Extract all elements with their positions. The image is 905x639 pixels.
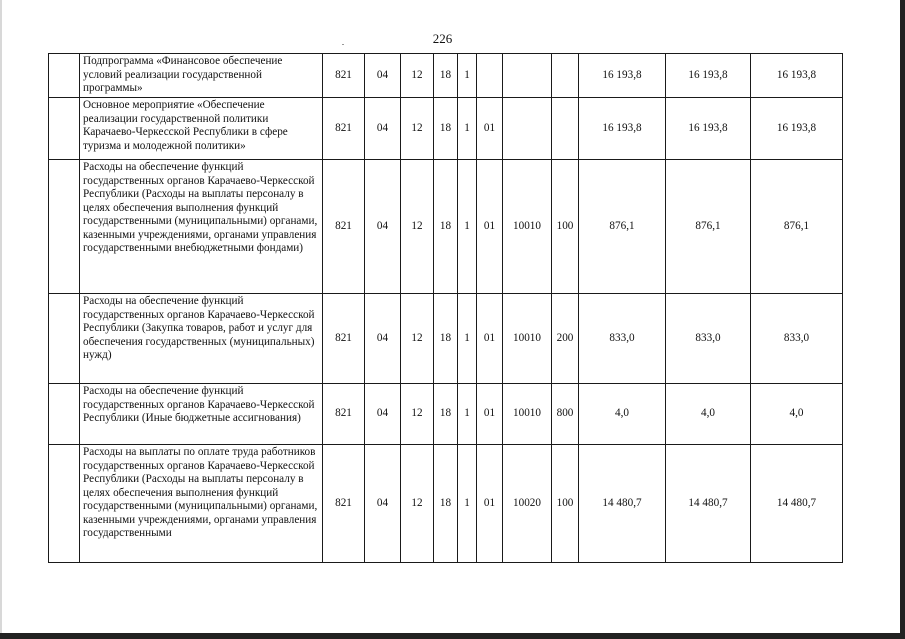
subsection-code-cell: 12 (401, 160, 434, 294)
row-number-cell (49, 160, 80, 294)
direction-code-cell: 10010 (503, 294, 552, 384)
subprogram-code-cell: 1 (458, 294, 477, 384)
section-code-cell: 04 (365, 445, 401, 563)
subsection-code-cell: 12 (401, 294, 434, 384)
direction-code-cell: 10010 (503, 160, 552, 294)
subprogram-code-cell: 1 (458, 384, 477, 445)
direction-code-cell: 10010 (503, 384, 552, 445)
expense-type-cell: 100 (552, 160, 579, 294)
table-row (49, 384, 843, 445)
amount-year-3-cell: 833,0 (751, 294, 843, 384)
amount-year-2-cell: 4,0 (666, 384, 751, 445)
direction-code-cell (503, 54, 552, 98)
scan-border-right (900, 0, 905, 639)
expense-type-cell: 200 (552, 294, 579, 384)
amount-year-2-cell: 14 480,7 (666, 445, 751, 563)
scan-speck (342, 44, 344, 45)
amount-year-1-cell: 16 193,8 (579, 98, 666, 160)
section-code-cell: 04 (365, 384, 401, 445)
activity-code-cell: 01 (477, 160, 503, 294)
ministry-code-cell: 821 (323, 54, 365, 98)
amount-year-1-cell: 876,1 (579, 160, 666, 294)
amount-year-1-cell: 833,0 (579, 294, 666, 384)
ministry-code-cell: 821 (323, 160, 365, 294)
activity-code-cell: 01 (477, 445, 503, 563)
activity-code-cell: 01 (477, 294, 503, 384)
amount-year-2-cell: 876,1 (666, 160, 751, 294)
program-code-cell: 18 (434, 445, 458, 563)
direction-code-cell (503, 98, 552, 160)
subsection-code-cell: 12 (401, 384, 434, 445)
table-row (49, 98, 843, 160)
scan-border-bottom (0, 633, 905, 639)
expense-type-cell (552, 98, 579, 160)
amount-year-3-cell: 4,0 (751, 384, 843, 445)
activity-code-cell: 01 (477, 384, 503, 445)
program-code-cell: 18 (434, 54, 458, 98)
row-description: Расходы на обеспечение функций государственных органов Карачаево-Черкесской Республики (Иные бюджетные ассигнования) (80, 384, 323, 445)
expense-type-cell: 100 (552, 445, 579, 563)
budget-table (48, 53, 843, 563)
row-number-cell (49, 294, 80, 384)
page-number: 226 (432, 31, 453, 46)
program-code-cell: 18 (434, 98, 458, 160)
row-description: Подпрограмма «Финансовое обеспечение условий реализации государственной программы» (80, 54, 323, 98)
subsection-code-cell: 12 (401, 445, 434, 563)
row-description: Расходы на обеспечение функций государственных органов Карачаево-Черкесской Республики (Расходы на выплаты персоналу в целях обеспечения выполнения функций государственными (муниципальными) органами, казенными учреждениями, органами управления государственными внебюджетными фондами) (80, 160, 323, 294)
program-code-cell: 18 (434, 294, 458, 384)
subprogram-code-cell: 1 (458, 160, 477, 294)
activity-code-cell: 01 (477, 98, 503, 160)
amount-year-2-cell: 16 193,8 (666, 54, 751, 98)
ministry-code-cell: 821 (323, 294, 365, 384)
ministry-code-cell: 821 (323, 98, 365, 160)
row-description: Расходы на выплаты по оплате труда работников государственных органов Карачаево-Черкесской Республики (Расходы на выплаты персоналу в целях обеспечения выполнения функций государственными (муниципальными) органами, казенными учреждениями, органами управления государственными (80, 445, 323, 563)
amount-year-1-cell: 4,0 (579, 384, 666, 445)
scan-edge-shade (0, 0, 2, 639)
amount-year-1-cell: 16 193,8 (579, 54, 666, 98)
table-row (49, 160, 843, 294)
direction-code-cell: 10020 (503, 445, 552, 563)
table-row (49, 445, 843, 563)
expense-type-cell: 800 (552, 384, 579, 445)
row-number-cell (49, 54, 80, 98)
section-code-cell: 04 (365, 98, 401, 160)
amount-year-3-cell: 14 480,7 (751, 445, 843, 563)
row-description: Расходы на обеспечение функций государственных органов Карачаево-Черкесской Республики (Закупка товаров, работ и услуг для обеспечения государственных (муниципальных) нужд) (80, 294, 323, 384)
expense-type-cell (552, 54, 579, 98)
section-code-cell: 04 (365, 160, 401, 294)
program-code-cell: 18 (434, 384, 458, 445)
program-code-cell: 18 (434, 160, 458, 294)
row-number-cell (49, 384, 80, 445)
activity-code-cell (477, 54, 503, 98)
subprogram-code-cell: 1 (458, 445, 477, 563)
amount-year-3-cell: 16 193,8 (751, 54, 843, 98)
table-row (49, 294, 843, 384)
row-number-cell (49, 445, 80, 563)
table-row (49, 54, 843, 98)
section-code-cell: 04 (365, 294, 401, 384)
ministry-code-cell: 821 (323, 384, 365, 445)
amount-year-3-cell: 876,1 (751, 160, 843, 294)
subprogram-code-cell: 1 (458, 98, 477, 160)
subsection-code-cell: 12 (401, 98, 434, 160)
amount-year-2-cell: 16 193,8 (666, 98, 751, 160)
row-number-cell (49, 98, 80, 160)
amount-year-2-cell: 833,0 (666, 294, 751, 384)
subsection-code-cell: 12 (401, 54, 434, 98)
amount-year-3-cell: 16 193,8 (751, 98, 843, 160)
amount-year-1-cell: 14 480,7 (579, 445, 666, 563)
ministry-code-cell: 821 (323, 445, 365, 563)
section-code-cell: 04 (365, 54, 401, 98)
row-description: Основное мероприятие «Обеспечение реализации государственной политики Карачаево-Черкесской Республики в сфере туризма и молодежной политики» (80, 98, 323, 160)
subprogram-code-cell: 1 (458, 54, 477, 98)
